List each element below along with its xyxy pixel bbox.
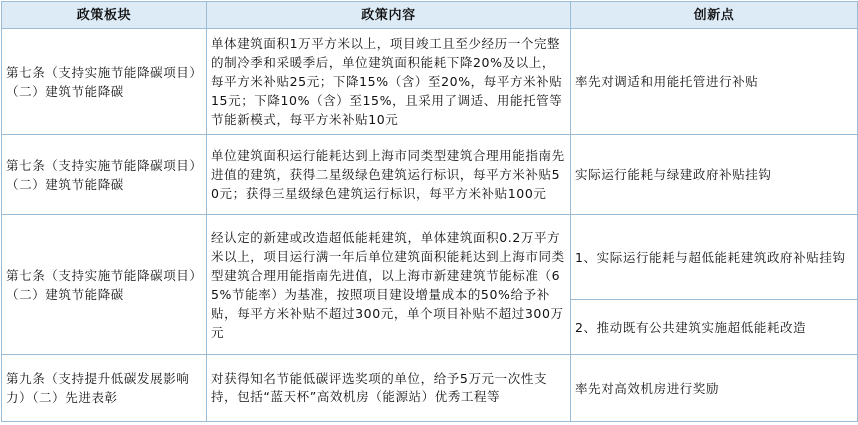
content-cell: 单体建筑面积1万平方米以上，项目竣工且至少经历一个完整的制冷季和采暖季后，单位建筑面积能耗下降20%及以上，每平方米补贴25元；下降15%（含）至20%，每平方米补贴15元；下降10%（含）至15%，且采用了调适、用能托管等节能新模式，每平方米补贴10元 [207, 29, 571, 135]
innovation-cell: 2、推动既有公共建筑实施超低能耗改造 [571, 300, 858, 355]
table-row [2, 135, 858, 215]
header-content: 政策内容 [207, 2, 571, 29]
header-innovation: 创新点 [571, 2, 858, 29]
section-cell: 第七条（支持实施节能降碳项目）（二）建筑节能降碳 [2, 135, 207, 215]
content-cell: 单位建筑面积运行能耗达到上海市同类型建筑合理用能指南先进值的建筑，获得二星级绿色建筑运行标识，每平方米补贴50元；获得三星级绿色建筑运行标识，每平方米补贴100元 [207, 135, 571, 215]
section-cell: 第七条（支持实施节能降碳项目）（二）建筑节能降碳 [2, 29, 207, 135]
table-row [2, 355, 858, 422]
header-section: 政策板块 [2, 2, 207, 29]
innovation-cell: 率先对高效机房进行奖励 [571, 355, 858, 422]
header-row [2, 2, 858, 29]
section-cell: 第七条（支持实施节能降碳项目）（二）建筑节能降碳 [2, 215, 207, 355]
policy-table [1, 1, 858, 422]
table-row [2, 29, 858, 135]
content-cell: 经认定的新建或改造超低能耗建筑，单体建筑面积0.2万平方米以上，项目运行满一年后单位建筑面积能耗达到上海市同类型建筑合理用能指南先进值，以上海市新建建筑节能标准（65%节能率）为基准，按照项目建设增量成本的50%给予补贴，每平方米补贴不超过300元，单个项目补贴不超过300万元 [207, 215, 571, 355]
table-row [2, 215, 858, 300]
section-cell: 第九条（支持提升低碳发展影响力）（二）先进表彰 [2, 355, 207, 422]
innovation-cell: 率先对调适和用能托管进行补贴 [571, 29, 858, 135]
content-cell: 对获得知名节能低碳评选奖项的单位，给予5万元一次性支持，包括“蓝天杯”高效机房（能源站）优秀工程等 [207, 355, 571, 422]
innovation-cell: 1、实际运行能耗与超低能耗建筑政府补贴挂钩 [571, 215, 858, 300]
innovation-cell: 实际运行能耗与绿建政府补贴挂钩 [571, 135, 858, 215]
